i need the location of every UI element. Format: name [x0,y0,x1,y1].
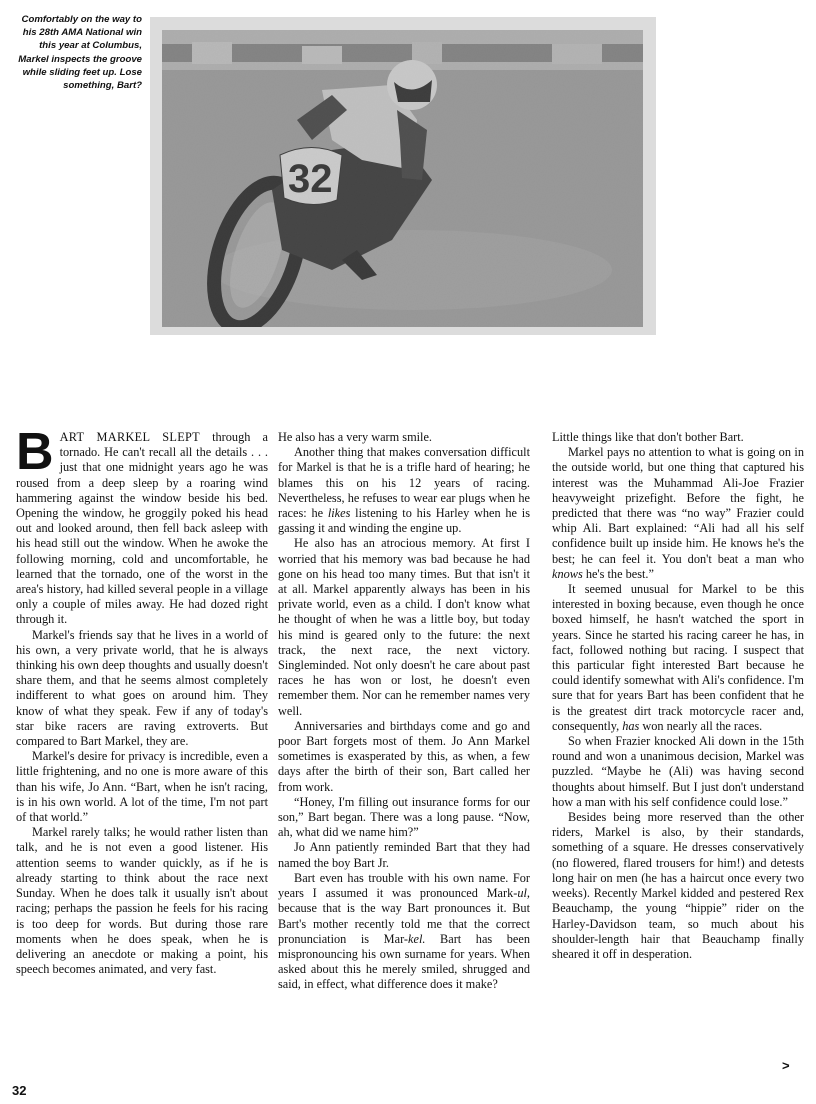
article-paragraph: BART MARKEL SLEPT through a tornado. He can't recall all the details . . . just that one midnight years ago he was roused from a deep sleep by a roaring wind hammering against the window beside his bed. Opening the window, he groggily poked his head out and looked around, then fell back asleep with his head still out the window. When he awoke the following morning, cold and uncomfortable, he learned that the tornado, one of the worst in the area's history, had killed several people in a village only a couple of miles away. He had dozed right through it. [16,423,268,627]
article-paragraph: Markel rarely talks; he would rather listen than talk, and he is not even a good listener. His attention seems to wander quickly, as if he is already starting to think about the race next Sunday. When he does talk it usually isn't about racing; perhaps the passion he feels for his racing is too deep for words. But during those rare moments when he does speak, when he is delivering an anecdote or making a point, his speech becomes animated, and very fast. [16,825,268,977]
article-paragraph: He also has a very warm smile. [278,430,433,444]
article-paragraph: Anniversaries and birthdays come and go and poor Bart forgets most of them. Jo Ann Markel sometimes is exasperated by this, as when, a few days after the birth of their son, Bart called her from work. [278,718,530,794]
article-paragraph: “Honey, I'm filling out insurance forms for our son,” Bart began. There was a long pause. “Now, ah, what did we name him?” [278,794,530,840]
article-paragraph: Jo Ann patiently reminded Bart that they had named the boy Bart Jr. [278,840,530,870]
article-paragraph: It seemed unusual for Markel to be this interested in boxing because, even though he once boxed himself, he hasn't watched the sport in years. Since he started his racing career he has, in fact, followed nothing but racing. I suspect that this particular fight interested Bart because he could identify somewhat with Ali's confidence. I'm sure that for years Bart has been confident that he is the greatest dirt track motorcycle racer and, consequently, has won nearly all the races. [552,582,804,733]
page-number: 32 [12,1083,27,1098]
bike-number: 32 [288,157,333,201]
article-column-2 [278,430,530,993]
article-paragraph: Another thing that makes conversation difficult for Markel is that he is a trifle hard of hearing; he blames this on his 12 years of racing. Nevertheless, he refuses to wear ear plugs when he races: he likes listening to his Harley when he is gassing it and winding the engine up. [278,445,530,536]
article-paragraph: Markel's desire for privacy is incredible, even a little frightening, and no one is more aware of this than his wife, Jo Ann. “Bart, when he isn't racing, is in his own world. A lot of the time, I'm not part of that world.” [16,749,268,825]
lead-in: ART MARKEL SLEPT [59,430,200,444]
article-column-3 [552,430,804,962]
article-paragraph: Markel pays no attention to what is going on in the outside world, but one thing that captured his interest was the Muhammad Ali-Joe Frazier heavyweight prizefight. Before the fight, he predicted that there was “no way” Frazier could whip Ali. Bart explained: “Ali had all his self confidence built up inside him. He knows he's the best; he can feel it. You don't beat a man who knows he's the best.” [552,445,804,581]
article-paragraph: So when Frazier knocked Ali down in the 15th round and won a unanimous decision, Markel was puzzled. “Maybe he (Ali) was having second thoughts about himself. But I just don't understand how a man with his self confidence could lose.” [552,734,804,809]
drop-cap: B [16,423,54,481]
article-column-1 [16,423,268,977]
photo-caption: Comfortably on the way to his 28th AMA National win this year at Columbus, Markel inspects the groove while sliding feet up. Lose something, Bart? [18,14,142,92]
article-paragraph: Markel's friends say that he lives in a world of his own, a very private world, that he is always thinking his own deep thoughts and usually doesn't share them, and that he seems almost completely indifferent to what goes on around him. They know of what they speak. Few if any of today's star bike racers are raving extroverts. But compared to Bart Markel, they are. [16,627,268,749]
continued-arrow-icon: > [782,1058,790,1073]
photo-frame [150,17,656,335]
article-paragraph: Besides being more reserved than the other riders, Markel is also, by their standards, something of a square. He dresses conservatively (no flowered, flared trousers for him!) and detests long hair on men (he has a haircut once every two weeks). Recently Markel kidded and pestered Rex Beauchamp, the young “hippie” rider on the Harley-Davidson team, so much about his shoulder-length hair that Beauchamp finally sheared it off in desperation. [552,810,804,961]
article-paragraph: Bart even has trouble with his own name. For years I assumed it was pronounced Mark-ul, because that is the way Bart pronounces it. But Bart's mother recently told me that the correct pronunciation is Mar-kel. Bart has been mispronouncing his own surname for years. When asked about this he merely smiled, shrugged and said, in effect, what difference does it make? [278,870,530,992]
motorcycle-racer-illustration [162,30,643,327]
article-paragraph: He also has an atrocious memory. At first I worried that his memory was bad because he had gone on his head too many times. But that isn't it at all. Markel apparently always has been in his private world, even as a child. I don't know what he thought of when he was a little boy, but today his mind is geared only to the future: the next track, the next race, the next victory. Singleminded. Not only doesn't he care about past races he has won or lost, he doesn't even remember them. Nor can he remember names very well. [278,536,530,718]
article-paragraph: Little things like that don't bother Bart. [552,430,744,444]
race-photo [162,30,643,327]
